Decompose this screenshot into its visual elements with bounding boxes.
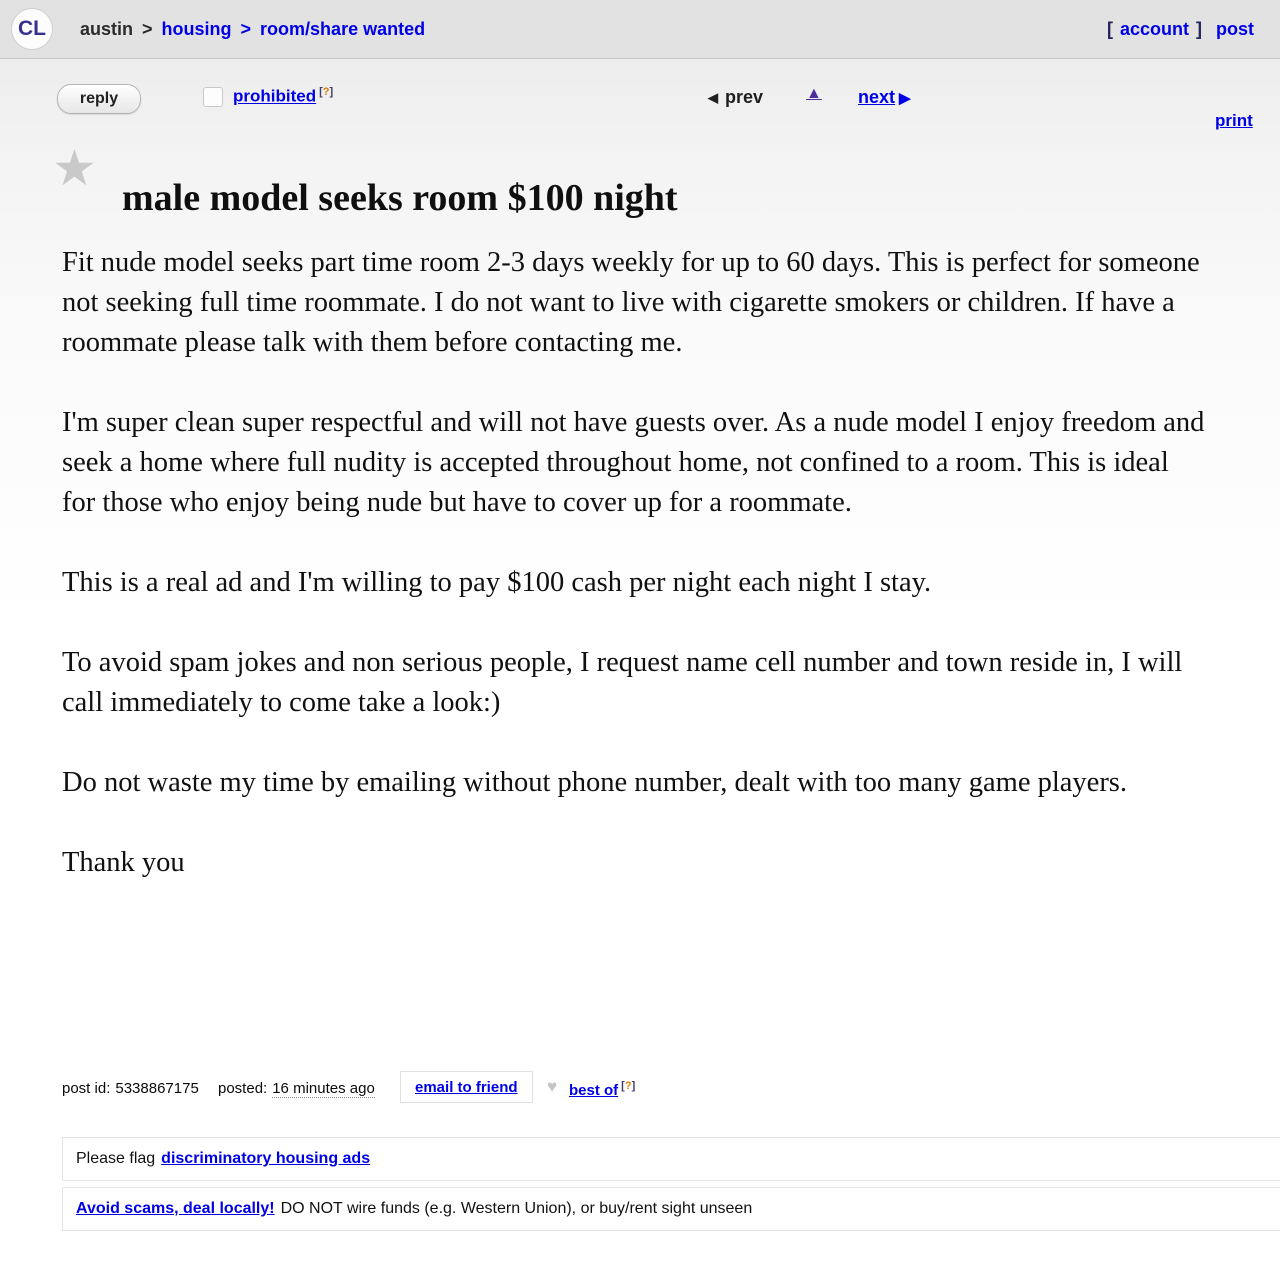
help-question: ?: [624, 1080, 632, 1092]
help-bracket: ]: [631, 1080, 636, 1092]
breadcrumb: [80, 19, 425, 40]
post-id-label: post id:: [62, 1080, 111, 1097]
posted-info: [218, 1080, 375, 1097]
post-title: male model seeks room $100 night: [122, 177, 678, 220]
help-icon[interactable]: [621, 1080, 635, 1092]
next-button[interactable]: [858, 87, 911, 108]
heart-icon: ♥: [547, 1077, 558, 1096]
post-paragraph: Do not waste my time by emailing without phone number, dealt with too many game players.: [62, 767, 1128, 798]
account-area: [1107, 19, 1254, 40]
post-paragraph: Thank you: [62, 847, 185, 878]
posted-label: posted:: [218, 1080, 268, 1097]
breadcrumb-category-link[interactable]: room/share wanted: [260, 18, 426, 39]
post-paragraph: This is a real ad and I'm willing to pay $100 cash per night each night I stay.: [62, 567, 932, 598]
post-paragraph: To avoid spam jokes and non serious people, I request name cell number and town reside in, I will call immediately to come take a look:): [62, 647, 1183, 718]
print-link[interactable]: print: [1215, 111, 1253, 130]
discriminatory-housing-ads-link[interactable]: discriminatory housing ads: [161, 1150, 371, 1167]
help-bracket: ]: [329, 86, 334, 98]
posted-time[interactable]: 16 minutes ago: [272, 1080, 375, 1097]
reply-button[interactable]: reply: [57, 84, 141, 114]
next-arrow-icon: ▶: [899, 90, 911, 107]
account-bracket-open: [: [1106, 18, 1113, 39]
breadcrumb-housing-link[interactable]: housing: [161, 18, 232, 39]
prohibited-checkbox[interactable]: [203, 87, 223, 107]
prev-button[interactable]: [708, 87, 763, 108]
prev-label: prev: [725, 87, 764, 107]
account-link[interactable]: account: [1119, 18, 1189, 39]
account-bracket-close: ]: [1196, 18, 1202, 39]
post-link[interactable]: post: [1216, 18, 1254, 39]
craigslist-logo[interactable]: CL: [11, 8, 53, 50]
avoid-scams-notice: [62, 1187, 1280, 1231]
help-icon[interactable]: [319, 86, 333, 98]
prev-arrow-icon: ◀: [708, 90, 718, 105]
post-id: [62, 1080, 199, 1097]
notice-text: DO NOT wire funds (e.g. Western Union), or buy/rent sight unseen: [280, 1200, 753, 1217]
help-bracket: [: [319, 86, 323, 98]
breadcrumb-separator: >: [142, 18, 153, 39]
notice-text: Please flag: [76, 1150, 156, 1167]
breadcrumb-city[interactable]: austin: [80, 18, 134, 39]
help-question: ?: [322, 86, 330, 98]
favorite-star-icon[interactable]: ★: [52, 140, 97, 196]
post-paragraph: Fit nude model seeks part time room 2-3 days weekly for up to 60 days. This is perfect for someone not seeking full time roommate. I do not want to live with cigarette smokers or children. If have a roommate please talk with them before contacting me.: [62, 247, 1200, 358]
prohibited-link[interactable]: prohibited: [233, 86, 317, 106]
best-of-link[interactable]: best of: [569, 1082, 619, 1099]
help-bracket: [: [621, 1080, 625, 1092]
post-id-value: 5338867175: [115, 1080, 199, 1097]
flag-housing-notice: [62, 1137, 1280, 1181]
best-of-area: [569, 1080, 635, 1099]
post-paragraph: I'm super clean super respectful and will not have guests over. As a nude model I enjoy freedom and seek a home where full nudity is accepted throughout home, not confined to a room. This is ideal for those who enjoy being nude but have to cover up for a roommate.: [62, 407, 1205, 518]
header-bar: [0, 0, 1280, 59]
back-to-list-button[interactable]: [806, 85, 822, 103]
post-body: [62, 243, 1207, 923]
breadcrumb-separator: >: [240, 18, 252, 39]
next-label: next: [858, 87, 896, 107]
prohibited-flag: [233, 86, 333, 107]
avoid-scams-link[interactable]: Avoid scams, deal locally!: [76, 1200, 275, 1217]
email-to-friend-link[interactable]: email to friend: [415, 1078, 518, 1096]
email-to-friend-button[interactable]: [400, 1071, 533, 1103]
up-arrow-icon: ▲: [806, 85, 822, 102]
